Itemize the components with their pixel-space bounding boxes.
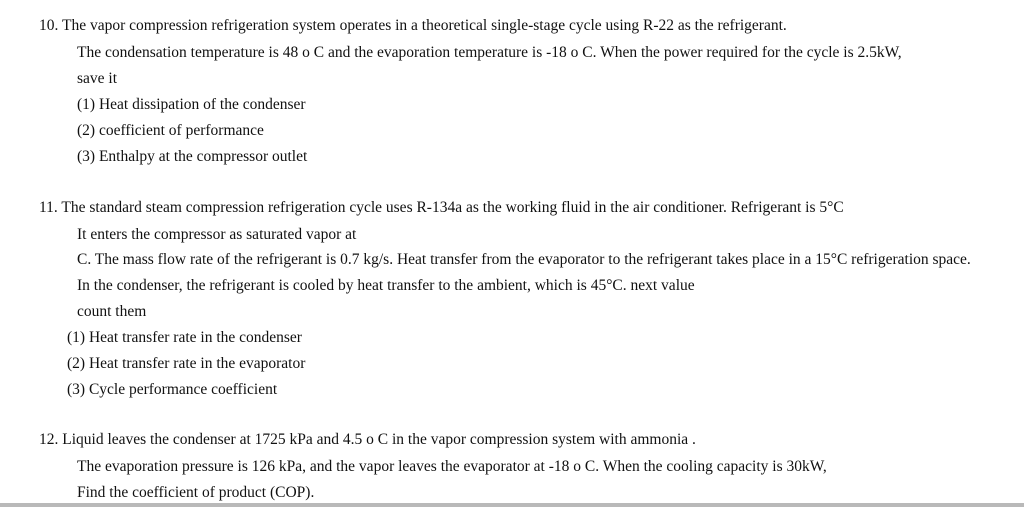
problem-11-item-2: (2) Heat transfer rate in the evaporator bbox=[67, 355, 306, 372]
problem-11-body-line: C. The mass flow rate of the refrigerant is 0.7 kg/s. Heat transfer from the evaporator to the refrigerant takes place in a 15°C refrigeration space. bbox=[77, 251, 971, 268]
problem-11-item-1: (1) Heat transfer rate in the condenser bbox=[67, 329, 302, 346]
problem-10-body-line: save it bbox=[77, 70, 118, 87]
problem-10-item-2: (2) coefficient of performance bbox=[77, 122, 264, 139]
problem-11-body-line: In the condenser, the refrigerant is cooled by heat transfer to the ambient, which is 45°C. next value bbox=[77, 277, 695, 294]
page-bottom-divider bbox=[0, 503, 1024, 507]
problem-10-header: 10. The vapor compression refrigeration system operates in a theoretical single-stage cycle using R-22 as the refrigerant. bbox=[39, 17, 787, 34]
problem-11-body-line: count them bbox=[77, 303, 147, 320]
problem-12-body-line: The evaporation pressure is 126 kPa, and the vapor leaves the evaporator at -18 ο C. When the cooling capacity is 30kW, bbox=[77, 458, 827, 475]
problem-11-body-line: It enters the compressor as saturated vapor at bbox=[77, 226, 357, 243]
problem-12-header: 12. Liquid leaves the condenser at 1725 kPa and 4.5 ο C in the vapor compression system with ammonia . bbox=[39, 431, 696, 448]
problem-11-header: 11. The standard steam compression refrigeration cycle uses R-134a as the working fluid in the air conditioner. Refrigerant is 5°C bbox=[39, 199, 844, 216]
problem-10-item-3: (3) Enthalpy at the compressor outlet bbox=[77, 148, 308, 165]
problem-10-body-line: The condensation temperature is 48 ο C and the evaporation temperature is -18 ο C. When the power required for the cycle is 2.5kW, bbox=[77, 44, 902, 61]
problem-12-body-line: Find the coefficient of product (COP). bbox=[77, 484, 315, 501]
problem-11-item-3: (3) Cycle performance coefficient bbox=[67, 381, 278, 398]
problem-10-item-1: (1) Heat dissipation of the condenser bbox=[77, 96, 306, 113]
